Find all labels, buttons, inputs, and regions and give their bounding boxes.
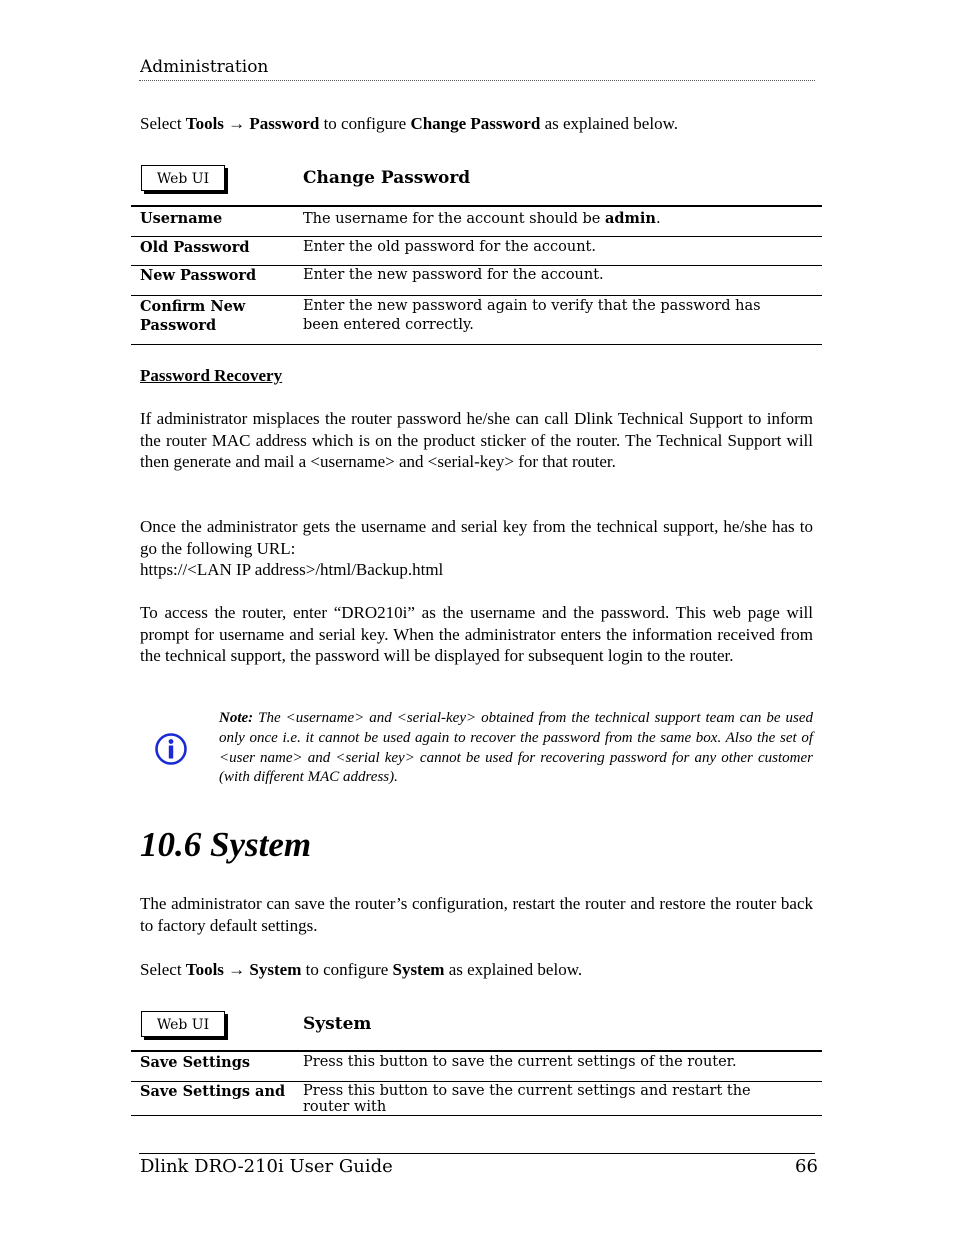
intro-password-paragraph	[140, 113, 813, 135]
row-description: Enter the new password again to verify that the password has been entered correctly.	[303, 297, 761, 333]
menu-tools: Tools	[185, 114, 224, 133]
row-description: Press this button to save the current settings and restart the router with	[303, 1082, 751, 1115]
note-label: Note:	[219, 710, 254, 726]
table-row	[131, 206, 822, 236]
table-row	[131, 236, 822, 265]
row-description: Enter the old password for the account.	[303, 238, 596, 255]
desc-text: .	[655, 211, 661, 227]
menu-password: Password	[249, 114, 320, 133]
feature-name: System	[392, 960, 445, 979]
page-number: 66	[795, 1156, 818, 1177]
table-row	[131, 1051, 822, 1081]
info-icon	[154, 732, 188, 766]
section-heading: 10.6 System	[140, 825, 312, 864]
table-row	[131, 1081, 822, 1115]
paragraph-text: Once the administrator gets the username and serial key from the technical support, he/she has to go the following URL:	[140, 517, 813, 558]
intro-text: to configure	[319, 114, 411, 133]
key-line: Confirm New	[140, 297, 246, 315]
arrow-glyph: →	[228, 960, 246, 979]
recovery-paragraph-3: To access the router, enter “DRO210i” as the username and the password. This web page will prompt for username and serial key. When the administrator enters the information received from the technical support, the password will be displayed for subsequent login to the router.	[140, 603, 813, 666]
running-header: Administration	[140, 57, 269, 77]
web-ui-badge: Web UI	[141, 165, 225, 191]
intro-text: as explained below.	[444, 960, 583, 979]
row-description: Press this button to save the current settings of the router.	[303, 1054, 737, 1070]
row-key: Save Settings	[140, 1054, 251, 1071]
recovery-paragraph-2	[140, 516, 813, 581]
note-body: The <username> and <serial-key> obtained from the technical support team can be used only once i.e. it cannot be used again to recover the password from the same box. Also the set of <user name> and <serial key> cannot be used for recovering password for any other customer (with different MAC address).	[219, 710, 813, 786]
row-description	[303, 206, 822, 236]
table-title: System	[303, 1014, 372, 1034]
change-password-table	[131, 205, 822, 345]
footer-guide-title: Dlink DRO-210i User Guide	[140, 1156, 393, 1177]
footer-rule	[139, 1153, 815, 1154]
desc-emphasis: admin	[605, 210, 656, 227]
table-title: Change Password	[303, 168, 471, 188]
intro-text: Select	[140, 960, 186, 979]
section-subheading: Password Recovery	[140, 366, 283, 385]
web-ui-badge: Web UI	[141, 1011, 225, 1037]
header-rule	[139, 80, 815, 81]
system-table	[131, 1050, 822, 1116]
intro-system-paragraph	[140, 959, 813, 981]
table-row	[131, 295, 822, 344]
menu-system: System	[249, 960, 302, 979]
row-description: Enter the new password for the account.	[303, 266, 604, 283]
intro-text: to configure	[301, 960, 393, 979]
row-key	[131, 295, 303, 344]
feature-name: Change Password	[410, 114, 541, 133]
backup-url: https://<LAN IP address>/html/Backup.html	[140, 560, 444, 580]
table-row	[131, 265, 822, 295]
row-key: Old Password	[140, 238, 250, 256]
key-line: Password	[140, 316, 217, 334]
intro-text: Select	[140, 114, 186, 133]
menu-tools: Tools	[185, 960, 224, 979]
row-key: Save Settings and	[140, 1082, 286, 1100]
desc-text: The username for the account should be	[303, 211, 605, 227]
recovery-paragraph-1: If administrator misplaces the router password he/she can call Dlink Technical Support to inform the router MAC address which is on the product sticker of the router. The Technical Support will then generate and mail a <username> and <serial-key> for that router.	[140, 409, 813, 472]
intro-text: as explained below.	[540, 114, 678, 133]
note-text	[219, 709, 813, 788]
system-paragraph: The administrator can save the router’s configuration, restart the router and restore the router back to factory default settings.	[140, 894, 813, 935]
row-key: Username	[140, 210, 223, 227]
row-key: New Password	[140, 266, 257, 284]
arrow-glyph: →	[228, 114, 246, 133]
